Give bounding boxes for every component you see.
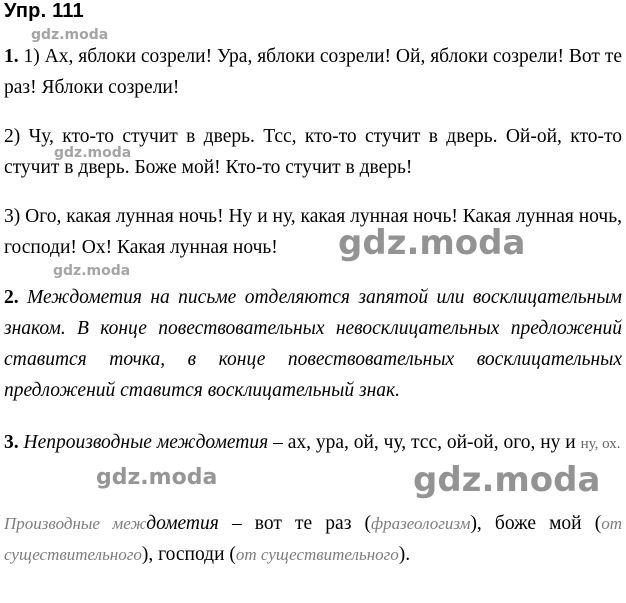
paragraph-2 (4, 282, 622, 406)
example-2: 2) Чу, кто-то стучит в дверь. Тсс, кто-то стучит в дверь. Ой-ой, кто-то стучит в дверь. Боже мой! Кто-то стучит в дверь! (4, 126, 622, 178)
derived-text-1: – вот те раз ( (218, 513, 372, 534)
derived-note-2: от существительного (4, 514, 622, 564)
section-number-1: 1. (4, 46, 19, 67)
primary-interjections-tail: ну, ох. (580, 436, 621, 452)
watermark: gdz.moda (54, 145, 132, 161)
section-number-2: 2. (4, 287, 19, 308)
rule-text: Междометия на письме отделяются запятой или восклицательным знаком. В конце повествовательных невосклицательных предложений ставится точка, в конце повествовательных восклицательных предложений ставится восклицательный знак. (4, 287, 622, 401)
exercise-title: Упр. 111 (4, 0, 84, 22)
paragraph-4 (4, 508, 622, 570)
derived-text-3: ), господи ( (141, 544, 236, 565)
section-number-3: 3. (4, 432, 19, 453)
paragraph-1-3 (4, 201, 622, 263)
example-1: 1) Ах, яблоки созрели! Ура, яблоки созрели! Ой, яблоки созрели! Вот те раз! Яблоки созрели! (4, 46, 623, 98)
example-3: 3) Ого, какая лунная ночь! Ну и ну, какая лунная ночь! Какая лунная ночь, господи! Ох! Какая лунная ночь! (4, 206, 622, 258)
derived-label: дометия (146, 513, 219, 534)
watermark: gdz.moda (413, 460, 601, 500)
derived-text-2: ), боже мой ( (470, 513, 602, 534)
primary-interjections-label: Непроизводные междометия (23, 432, 269, 453)
derived-text-4: ). (398, 544, 411, 565)
watermark: gdz.moda (53, 263, 131, 279)
derived-note-3: от существительного (235, 545, 399, 564)
derived-label-faded: Производные меж (4, 514, 147, 533)
watermark: gdz.moda (96, 465, 218, 490)
watermark: gdz.moda (338, 223, 526, 263)
derived-note-1: фразеологизм (371, 514, 471, 533)
primary-interjections-list: – ах, ура, ой, чу, тсс, ой-ой, ого, ну и (268, 432, 581, 453)
watermark: gdz.moda (31, 27, 109, 43)
paragraph-3 (4, 427, 622, 460)
paragraph-1-1 (4, 41, 622, 103)
